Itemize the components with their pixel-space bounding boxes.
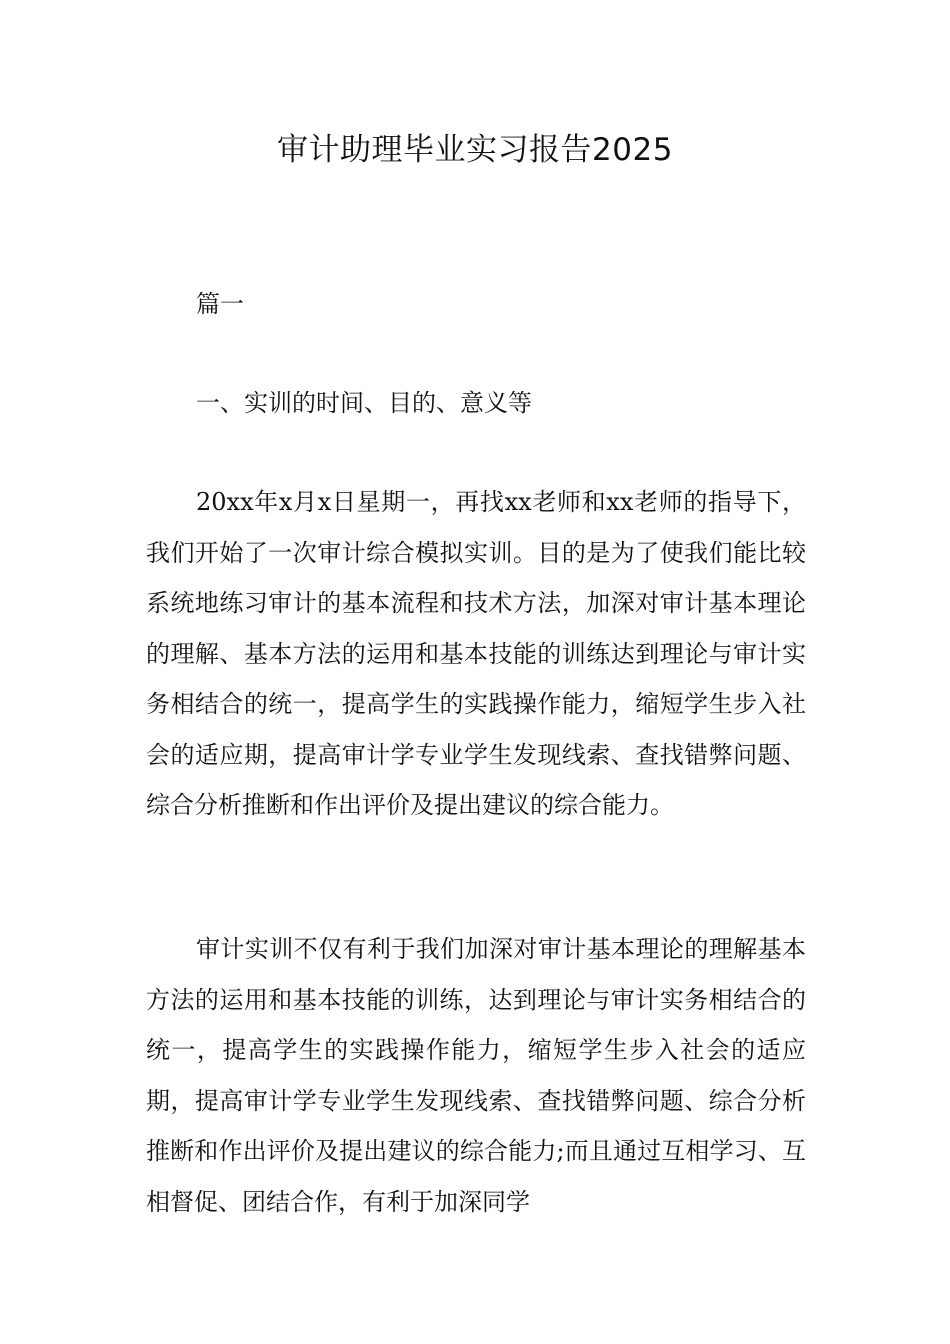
section-label: 篇一 [196,290,244,318]
section-heading: 一、实训的时间、目的、意义等 [196,389,532,417]
paragraph-2: 审计实训不仅有利于我们加深对审计基本理论的理解基本方法的运用和基本技能的训练，达到理论与审计实务相结合的统一，提高学生的实践操作能力，缩短学生步入社会的适应期，提高审计学专业学生发现线索、查找错弊问题、综合分析推断和作出评价及提出建议的综合能力;而且通过互相学习、互相督促、团结合作，有利于加深同学 [146,935,806,1216]
paragraph-1: 20xx年x月x日星期一，再找xx老师和xx老师的指导下，我们开始了一次审计综合模拟实训。目的是为了使我们能比较系统地练习审计的基本流程和技术方法，加深对审计基本理论的理解、基本方法的运用和基本技能的训练达到理论与审计实务相结合的统一，提高学生的实践操作能力，缩短学生步入社会的适应期，提高审计学专业学生发现线索、查找错弊问题、综合分析推断和作出评价及提出建议的综合能力。 [146,488,806,819]
document-title: 审计助理毕业实习报告2025 [277,132,673,168]
